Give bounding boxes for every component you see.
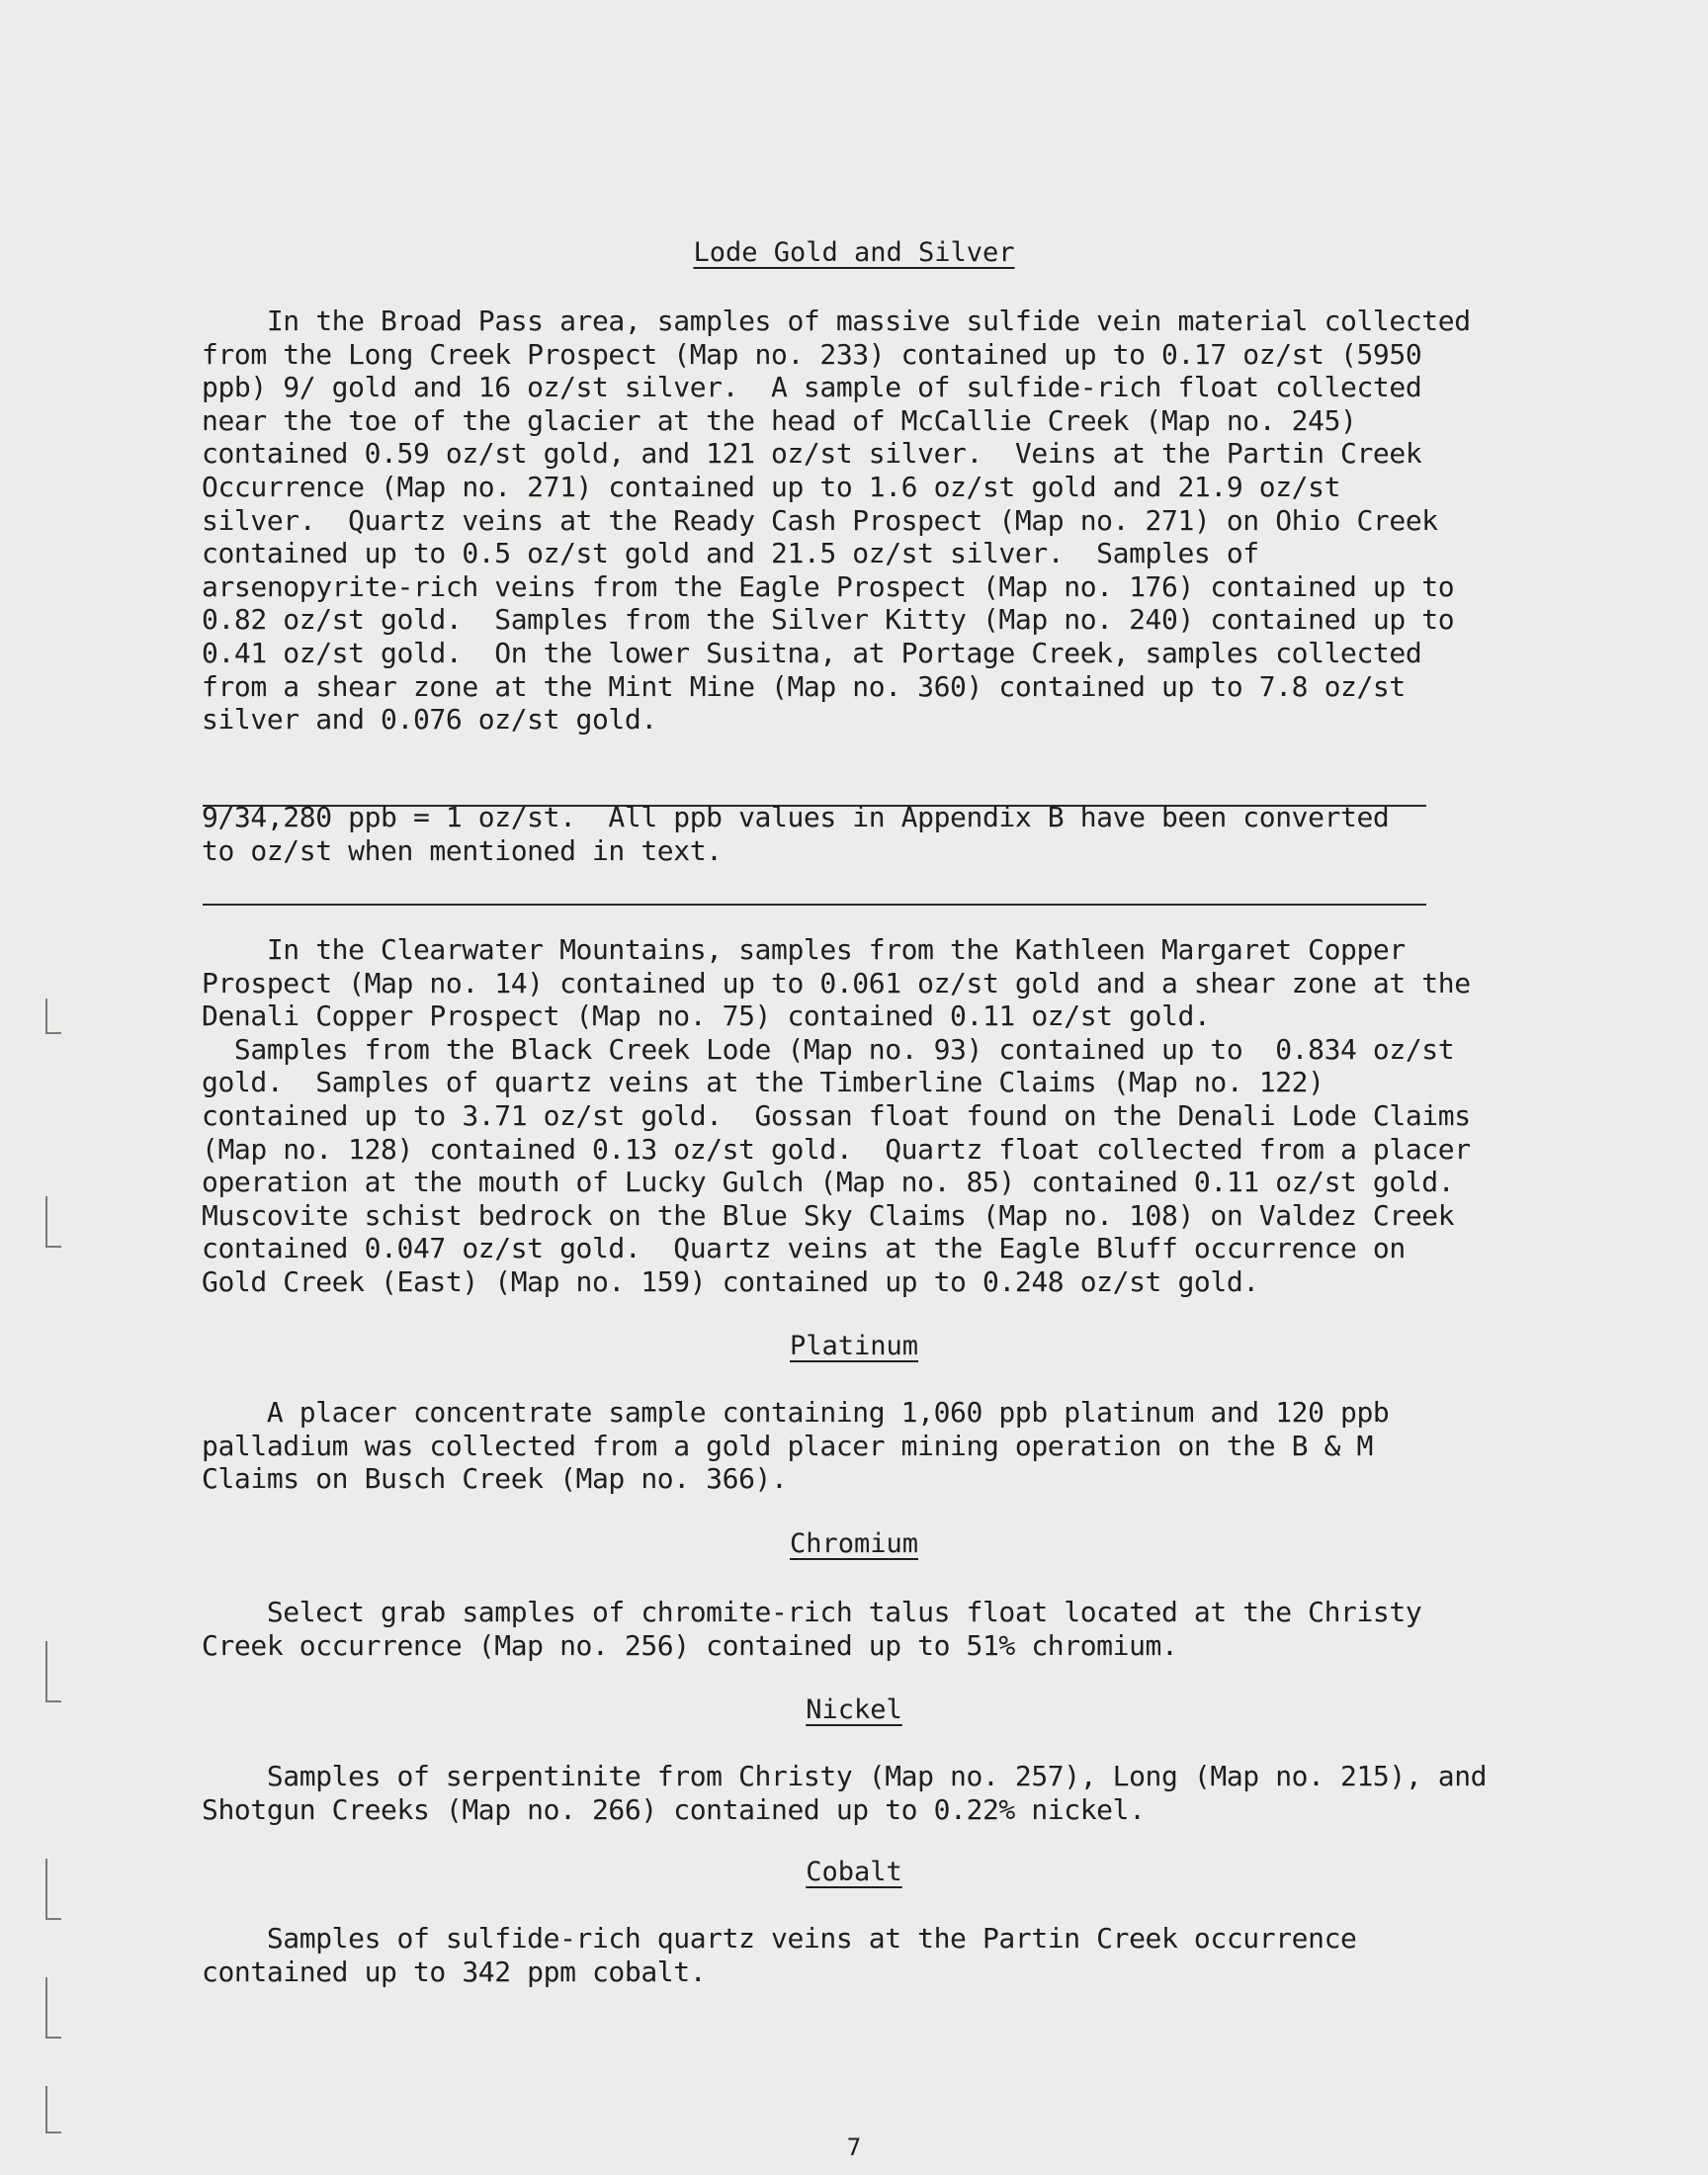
scan-margin-mark (45, 1859, 61, 1920)
section-heading-cobalt: Cobalt (806, 1857, 902, 1887)
section-heading-chromium: Chromium (789, 1528, 919, 1559)
paragraph-nickel: Samples of serpentinite from Christy (Map no. 257), Long (Map no. 215), and Shotgun Creeks (Map no. 266) contained up to 0.22% nickel. (202, 1760, 1488, 1826)
scan-margin-mark (45, 1196, 61, 1248)
scan-margin-mark (45, 1641, 61, 1702)
footnote-text: 9/34,280 ppb = 1 oz/st. All ppb values in Appendix B have been converted to oz/st when mentioned in text. (202, 801, 1390, 867)
paragraph-chromium: Select grab samples of chromite-rich talus float located at the Christy Creek occurrence (Map no. 256) contained up to 51% chromium. (202, 1596, 1422, 1662)
paragraph-platinum: A placer concentrate sample containing 1,060 ppb platinum and 120 ppb palladium was collected from a gold placer mining operation on the B & M Claims on Busch Creek (Map no. 366). (202, 1396, 1390, 1496)
paragraph-broad-pass: In the Broad Pass area, samples of massive sulfide vein material collected from the Long Creek Prospect (Map no. 233) contained up to 0.17 oz/st (5950 ppb) 9/ gold and 16 oz/st silver. A sample of sulfide-rich float collected near the toe of the glacier at the head of McCallie Creek (Map no. 245) contained 0.59 oz/st gold, and 121 oz/st silver. Veins at the Partin Creek Occurrence (Map no. 271) contained up to 1.6 oz/st gold and 21.9 oz/st silver. Quartz veins at the Ready Cash Prospect (Map no. 271) on Ohio Creek contained up to 0.5 oz/st gold and 21.5 oz/st silver. Samples of arsenopyrite-rich veins from the Eagle Prospect (Map no. 176) contained up to 0.82 oz/st gold. Samples from the Silver Kitty (Map no. 240) contained up to 0.41 oz/st gold. On the lower Susitna, at Portage Creek, samples collected from a shear zone at the Mint Mine (Map no. 360) contained up to 7.8 oz/st silver and 0.076 oz/st gold. (202, 304, 1471, 737)
section-heading-platinum: Platinum (789, 1331, 919, 1361)
paragraph-clearwater: In the Clearwater Mountains, samples from the Kathleen Margaret Copper Prospect (Map no. 14) contained up to 0.061 oz/st gold and a shear zone at the Denali Copper Prospect (Map no. 75) contained 0.11 oz/st gold. Samples from the Black Creek Lode (Map no. 93) contained up to 0.834 oz/st gold. Samples of quartz veins at the Timberline Claims (Map no. 122) contained up to 3.71 oz/st gold. Gossan float found on the Denali Lode Claims (Map no. 128) contained 0.13 oz/st gold. Quartz float collected from a placer operation at the mouth of Lucky Gulch (Map no. 85) contained 0.11 oz/st gold. Muscovite schist bedrock on the Blue Sky Claims (Map no. 108) on Valdez Creek contained 0.047 oz/st gold. Quartz veins at the Eagle Bluff occurrence on Gold Creek (East) (Map no. 159) contained up to 0.248 oz/st gold. (202, 933, 1471, 1298)
scan-margin-mark (45, 1977, 61, 2039)
scan-margin-mark (45, 999, 61, 1034)
section-heading-lode-gold: Lode Gold and Silver (693, 237, 1015, 268)
page-number: 7 (846, 2133, 862, 2161)
paragraph-cobalt: Samples of sulfide-rich quartz veins at the Partin Creek occurrence contained up to 342 ppm cobalt. (202, 1922, 1357, 1988)
section-heading-nickel: Nickel (806, 1695, 902, 1725)
footnote-bottom-rule (203, 904, 1426, 906)
scan-margin-mark (45, 2086, 61, 2133)
